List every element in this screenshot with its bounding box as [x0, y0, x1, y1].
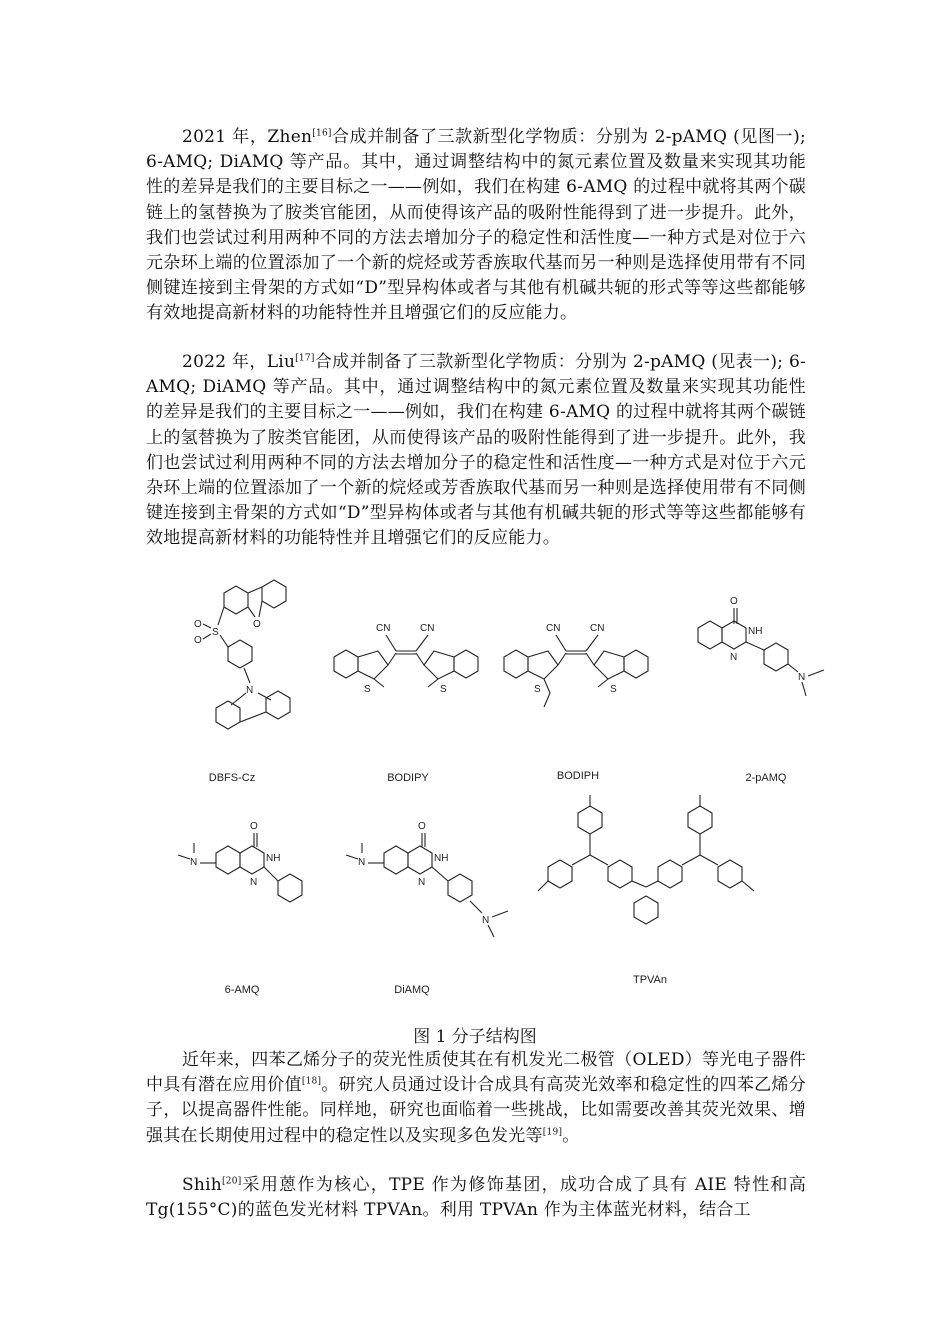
molecule-diamq	[344, 815, 514, 996]
atom-s-4: S	[610, 684, 617, 695]
citation-20: [20]	[221, 1176, 242, 1187]
atom-n-amine-2: N	[190, 857, 198, 868]
diamq-structure	[344, 815, 514, 955]
citation-17: [17]	[295, 353, 315, 364]
para1-text-a: 2021 年，Zhen	[182, 127, 313, 147]
label-bodiph: BODIPH	[556, 770, 600, 782]
figure-caption: 图 1 分子结构图	[413, 1027, 537, 1047]
citation-19: [19]	[542, 1126, 563, 1137]
atom-n-ring-1: N	[730, 652, 738, 663]
para2-text-b: 合成并制备了三款新型化学物质：分别为 2-pAMQ (见表一); 6-AMQ; DiAMQ 等产品。其中，通过调整结构中的氮元素位置及数量来实现其功能性的差异是我们的主要目标之一——例如，我们在构建 6-AMQ 的过程中就将其两个碳链上的氢替换为了胺类官能团，从而使得该产品的吸附性能得到了进一步提升。此外，我们也尝试过利用两种不同的方法去增加分子的稳定性和活性度—一种方式是对位于六元杂环上端的位置添加了一个新的烷烃或芳香族取代基而另一种则是选择使用带有不同侧键连接到主骨架的方式如“D”型异构体或者与其他有机碱共轭的形式等等这些都能够有效地提高新材料的功能特性并且增强它们的反应能力。	[146, 352, 807, 549]
2-pamq-structure	[694, 590, 839, 730]
molecule-6-amq	[176, 815, 326, 996]
atom-cn-1: CN	[376, 623, 391, 634]
para3-text-c: 。	[562, 1125, 580, 1146]
para2-text-a: 2022 年，Liu	[182, 352, 296, 372]
atom-n-ring-3: N	[418, 877, 426, 888]
atom-o-carbonyl-1: O	[730, 596, 738, 607]
atom-s-2: S	[440, 684, 447, 695]
bodiph-structure	[504, 615, 654, 735]
label-bodipy: BODIPY	[387, 772, 429, 784]
atom-n-amine-1: N	[798, 672, 806, 683]
molecular-structure-figure	[146, 575, 846, 1020]
atom-n-carbazole: N	[246, 685, 254, 696]
para1-text-b: 合成并制备了三款新型化学物质：分别为 2-pAMQ (见图一); 6-AMQ; DiAMQ 等产品。其中，通过调整结构中的氮元素位置及数量来实现其功能性的差异是我们的主要目标之一——例如，我们在构建 6-AMQ 的过程中就将其两个碳链上的氢替换为了胺类官能团，从而使得该产品的吸附性能得到了进一步提升。此外，我们也尝试过利用两种不同的方法去增加分子的稳定性和活性度—一种方式是对位于六元杂环上端的位置添加了一个新的烷烃或芳香族取代基而另一种则是选择使用带有不同侧键连接到主骨架的方式如“D”型异构体或者与其他有机碱共轭的形式等等这些都能够有效地提高新材料的功能特性并且增强它们的反应能力。	[146, 127, 806, 324]
6-amq-structure	[176, 815, 326, 935]
molecule-dbfs-cz	[176, 575, 306, 784]
molecule-bodipy	[334, 615, 484, 784]
paragraph-2	[146, 350, 806, 552]
molecule-2-pamq	[694, 590, 839, 784]
label-tpvan: TPVAn	[632, 974, 668, 986]
paragraph-3	[146, 1048, 806, 1149]
paragraph-block-1	[146, 125, 806, 327]
label-diamq: DiAMQ	[394, 984, 430, 996]
atom-s-sulfonyl: S	[212, 627, 219, 638]
atom-o-sulfonyl-1: O	[194, 619, 202, 630]
atom-cn-4: CN	[590, 623, 605, 634]
molecule-tpvan	[538, 795, 778, 986]
para3-text-a: 近年来，四苯乙烯分子的荧光性质使其在有机发光二极管（OLED）等光电子器件中具有潜在应用价值	[146, 1050, 806, 1096]
atom-nh-3: NH	[434, 853, 449, 864]
citation-18: [18]	[301, 1076, 322, 1087]
bodipy-structure	[334, 615, 484, 735]
atom-cn-2: CN	[420, 623, 435, 634]
atom-o-carbonyl-2: O	[250, 821, 258, 832]
atom-nh-1: NH	[748, 626, 763, 637]
atom-n-amine-4: N	[482, 915, 490, 926]
atom-o-furan: O	[253, 619, 261, 630]
label-6-amq: 6-AMQ	[224, 984, 260, 996]
tpvan-structure	[538, 795, 778, 975]
paragraph-block-4	[146, 1173, 806, 1223]
label-dbfs-cz: DBFS-Cz	[208, 772, 256, 784]
atom-o-sulfonyl-2: O	[194, 635, 202, 646]
paragraph-block-3	[146, 1048, 806, 1149]
atom-nh-2: NH	[266, 853, 281, 864]
atom-n-ring-2: N	[250, 877, 258, 888]
citation-16: [16]	[312, 128, 332, 139]
atom-n-amine-3: N	[358, 857, 366, 868]
para4-text-b: 采用蒽作为核心，TPE 作为修饰基团，成功合成了具有 AIE 特性和高 Tg(155°C)的蓝色发光材料 TPVAn。利用 TPVAn 作为主体蓝光材料，结合工	[146, 1175, 806, 1221]
atom-o-carbonyl-3: O	[418, 821, 426, 832]
atom-cn-3: CN	[546, 623, 561, 634]
molecule-bodiph	[504, 615, 654, 782]
dbfs-cz-structure	[176, 575, 306, 775]
para4-text-a: Shih	[182, 1175, 222, 1195]
paragraph-block-2	[146, 350, 806, 552]
atom-s-3: S	[534, 684, 541, 695]
label-2-pamq: 2-pAMQ	[745, 772, 787, 784]
paragraph-1	[146, 125, 806, 327]
atom-s-1: S	[364, 684, 371, 695]
para3-text-b: 。研究人员通过设计合成具有高荧光效率和稳定性的四苯乙烯分子，以提高器件性能。同样地，研究也面临着一些挑战，比如需要改善其荧光效果、增强其在长期使用过程中的稳定性以及实现多色发光等	[146, 1075, 807, 1146]
paragraph-4	[146, 1173, 806, 1223]
